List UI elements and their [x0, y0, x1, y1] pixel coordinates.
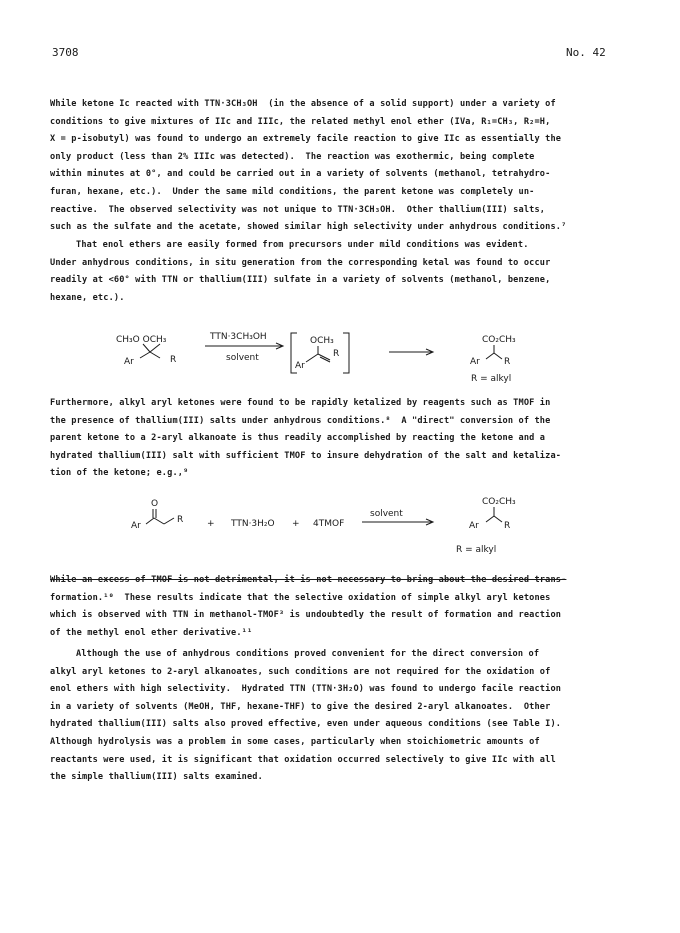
text-line: within minutes at 0°, and could be carried out in a variety of solvents (methanol, tetrahydro-: [50, 169, 551, 180]
product-r-label: R: [504, 521, 511, 531]
text-line: That enol ethers are easily formed from precursors under mild conditions was evident.: [76, 240, 529, 250]
text-line: alkyl aryl ketones to 2-aryl alkanoates, such conditions are not required for the oxidation of: [50, 666, 551, 677]
text-line: such as the sulfate and the acetate, showed similar high selectivity under anhydrous conditions.⁷: [50, 222, 567, 233]
enol-methoxy-label: OCH₃: [310, 336, 334, 346]
text-line: the presence of thallium(III) salts under anhydrous conditions.⁸ A "direct" conversion of the: [50, 415, 551, 426]
left-bracket: [291, 333, 297, 373]
ketal-methoxy-label: CH₃O OCH₃: [116, 335, 167, 345]
plus-sign: +: [207, 519, 215, 529]
paragraph-2: [50, 237, 630, 307]
paragraph-5: [50, 646, 630, 787]
ketal-aryl-label: Ar: [124, 357, 134, 367]
bond-line: [494, 353, 502, 359]
text-line: reactants were used, it is significant that oxidation occurred selectively to give IIc with all: [50, 754, 556, 765]
arrow-head: [426, 519, 433, 525]
text-line: hydrated thallium(III) salt with sufficient TMOF to insure dehydration of the salt and ketaliza-: [50, 450, 562, 461]
text-line: Although the use of anhydrous conditions proved convenient for the direct conversion of: [76, 649, 540, 659]
r-definition: R = alkyl: [456, 545, 497, 555]
text-line: tion of the ketone; e.g.,⁹: [50, 468, 189, 479]
bond-line: [318, 354, 330, 360]
text-line: Although hydrolysis was a problem in some cases, particularly when stoichiometric amounts of: [50, 736, 540, 747]
bond-line: [154, 518, 164, 524]
bond-line: [486, 516, 494, 522]
text-line: enol ethers with high selectivity. Hydrated TTN (TTN·3H₂O) was found to undergo facile reaction: [50, 684, 562, 695]
arrow-head: [276, 343, 283, 349]
text-line: parent ketone to a 2-aryl alkanoate is thus readily accomplished by reacting the ketone and a: [50, 433, 546, 444]
text-line: only product (less than 2% IIIc was detected). The reaction was exothermic, being complete: [50, 151, 535, 162]
text-line: in a variety of solvents (MeOH, THF, hexane-THF) to give the desired 2-aryl alkanoates. Other: [50, 701, 551, 712]
text-line: X = p-isobutyl) was found to undergo an extremely facile reaction to give IIc as essentially the: [50, 134, 562, 145]
text-line: hexane, etc.).: [50, 292, 125, 303]
text-line: Furthermore, alkyl aryl ketones were found to be rapidly ketalized by reagents such as TMOF in: [50, 398, 551, 408]
ketone-oxygen-label: O: [151, 499, 159, 509]
arrow-head: [426, 349, 433, 355]
ketone-r-label: R: [177, 515, 184, 525]
product-ester-label: CO₂CH₃: [482, 497, 516, 507]
bond-line: [320, 357, 330, 362]
enol-r-label: R: [333, 349, 340, 359]
bond-line: [140, 352, 150, 358]
issue-number: No. 42: [566, 46, 606, 59]
product-aryl-label: Ar: [469, 521, 479, 531]
right-bracket: [343, 333, 349, 373]
bond-line: [150, 344, 160, 352]
text-line: While ketone Ic reacted with TTN·3CH₃OH (in the absence of a solid support) under a variety of: [50, 99, 556, 109]
bond-line: [306, 354, 318, 362]
product-r-label: R: [504, 357, 511, 367]
text-line: of the methyl enol ether derivative.¹¹: [50, 627, 253, 638]
r-definition: R = alkyl: [471, 374, 512, 384]
enol-aryl-label: Ar: [295, 361, 305, 371]
text-line: formation.¹⁰ These results indicate that the selective oxidation of simple alkyl aryl ketones: [50, 592, 551, 603]
plus-sign: +: [292, 519, 300, 529]
product-aryl-label: Ar: [470, 357, 480, 367]
text-line: which is observed with TTN in methanol-TMOF³ is undoubtedly the result of formation and reaction: [50, 610, 562, 621]
reagent-tmof: 4TMOF: [313, 519, 345, 529]
condition-label: solvent: [370, 509, 403, 519]
reagent-ttn: TTN·3H₂O: [231, 519, 275, 529]
product-ester-label: CO₂CH₃: [482, 335, 516, 345]
text-line: readily at <60° with TTN or thallium(III) sulfate in a variety of solvents (methanol, benzene,: [50, 275, 551, 286]
text-line: the simple thallium(III) salts examined.: [50, 772, 263, 783]
paragraph-4: [50, 572, 630, 642]
page-number: 3708: [52, 46, 79, 59]
ketone-aryl-label: Ar: [131, 521, 141, 531]
text-line: furan, hexane, etc.). Under the same mild conditions, the parent ketone was completely un-: [50, 186, 535, 197]
text-line: While an excess of TMOF is not detrimental, it is not necessary to bring about the desired trans-: [50, 575, 567, 585]
bond-line: [146, 518, 154, 524]
paragraph-3: [50, 395, 630, 483]
bond-line: [143, 344, 150, 352]
text-line: Under anhydrous conditions, in situ generation from the corresponding ketal was found to occur: [50, 257, 551, 268]
paragraph-1: [50, 96, 630, 237]
bond-line: [164, 518, 174, 524]
text-line: hydrated thallium(III) salts also proved effective, even under aqueous conditions (see Table I).: [50, 719, 562, 730]
bond-line: [494, 516, 502, 522]
text-line: reactive. The observed selectivity was not unique to TTN·3CH₃OH. Other thallium(III) salts,: [50, 204, 546, 215]
condition-label: solvent: [226, 353, 259, 363]
bond-line: [486, 353, 494, 359]
text-line: conditions to give mixtures of IIc and IIIc, the related methyl enol ether (IVa, R₁=CH₃, R₂=H,: [50, 116, 551, 127]
reagent-label: TTN·3CH₃OH: [210, 332, 267, 342]
ketal-r-label: R: [170, 355, 177, 365]
bond-line: [150, 352, 160, 358]
